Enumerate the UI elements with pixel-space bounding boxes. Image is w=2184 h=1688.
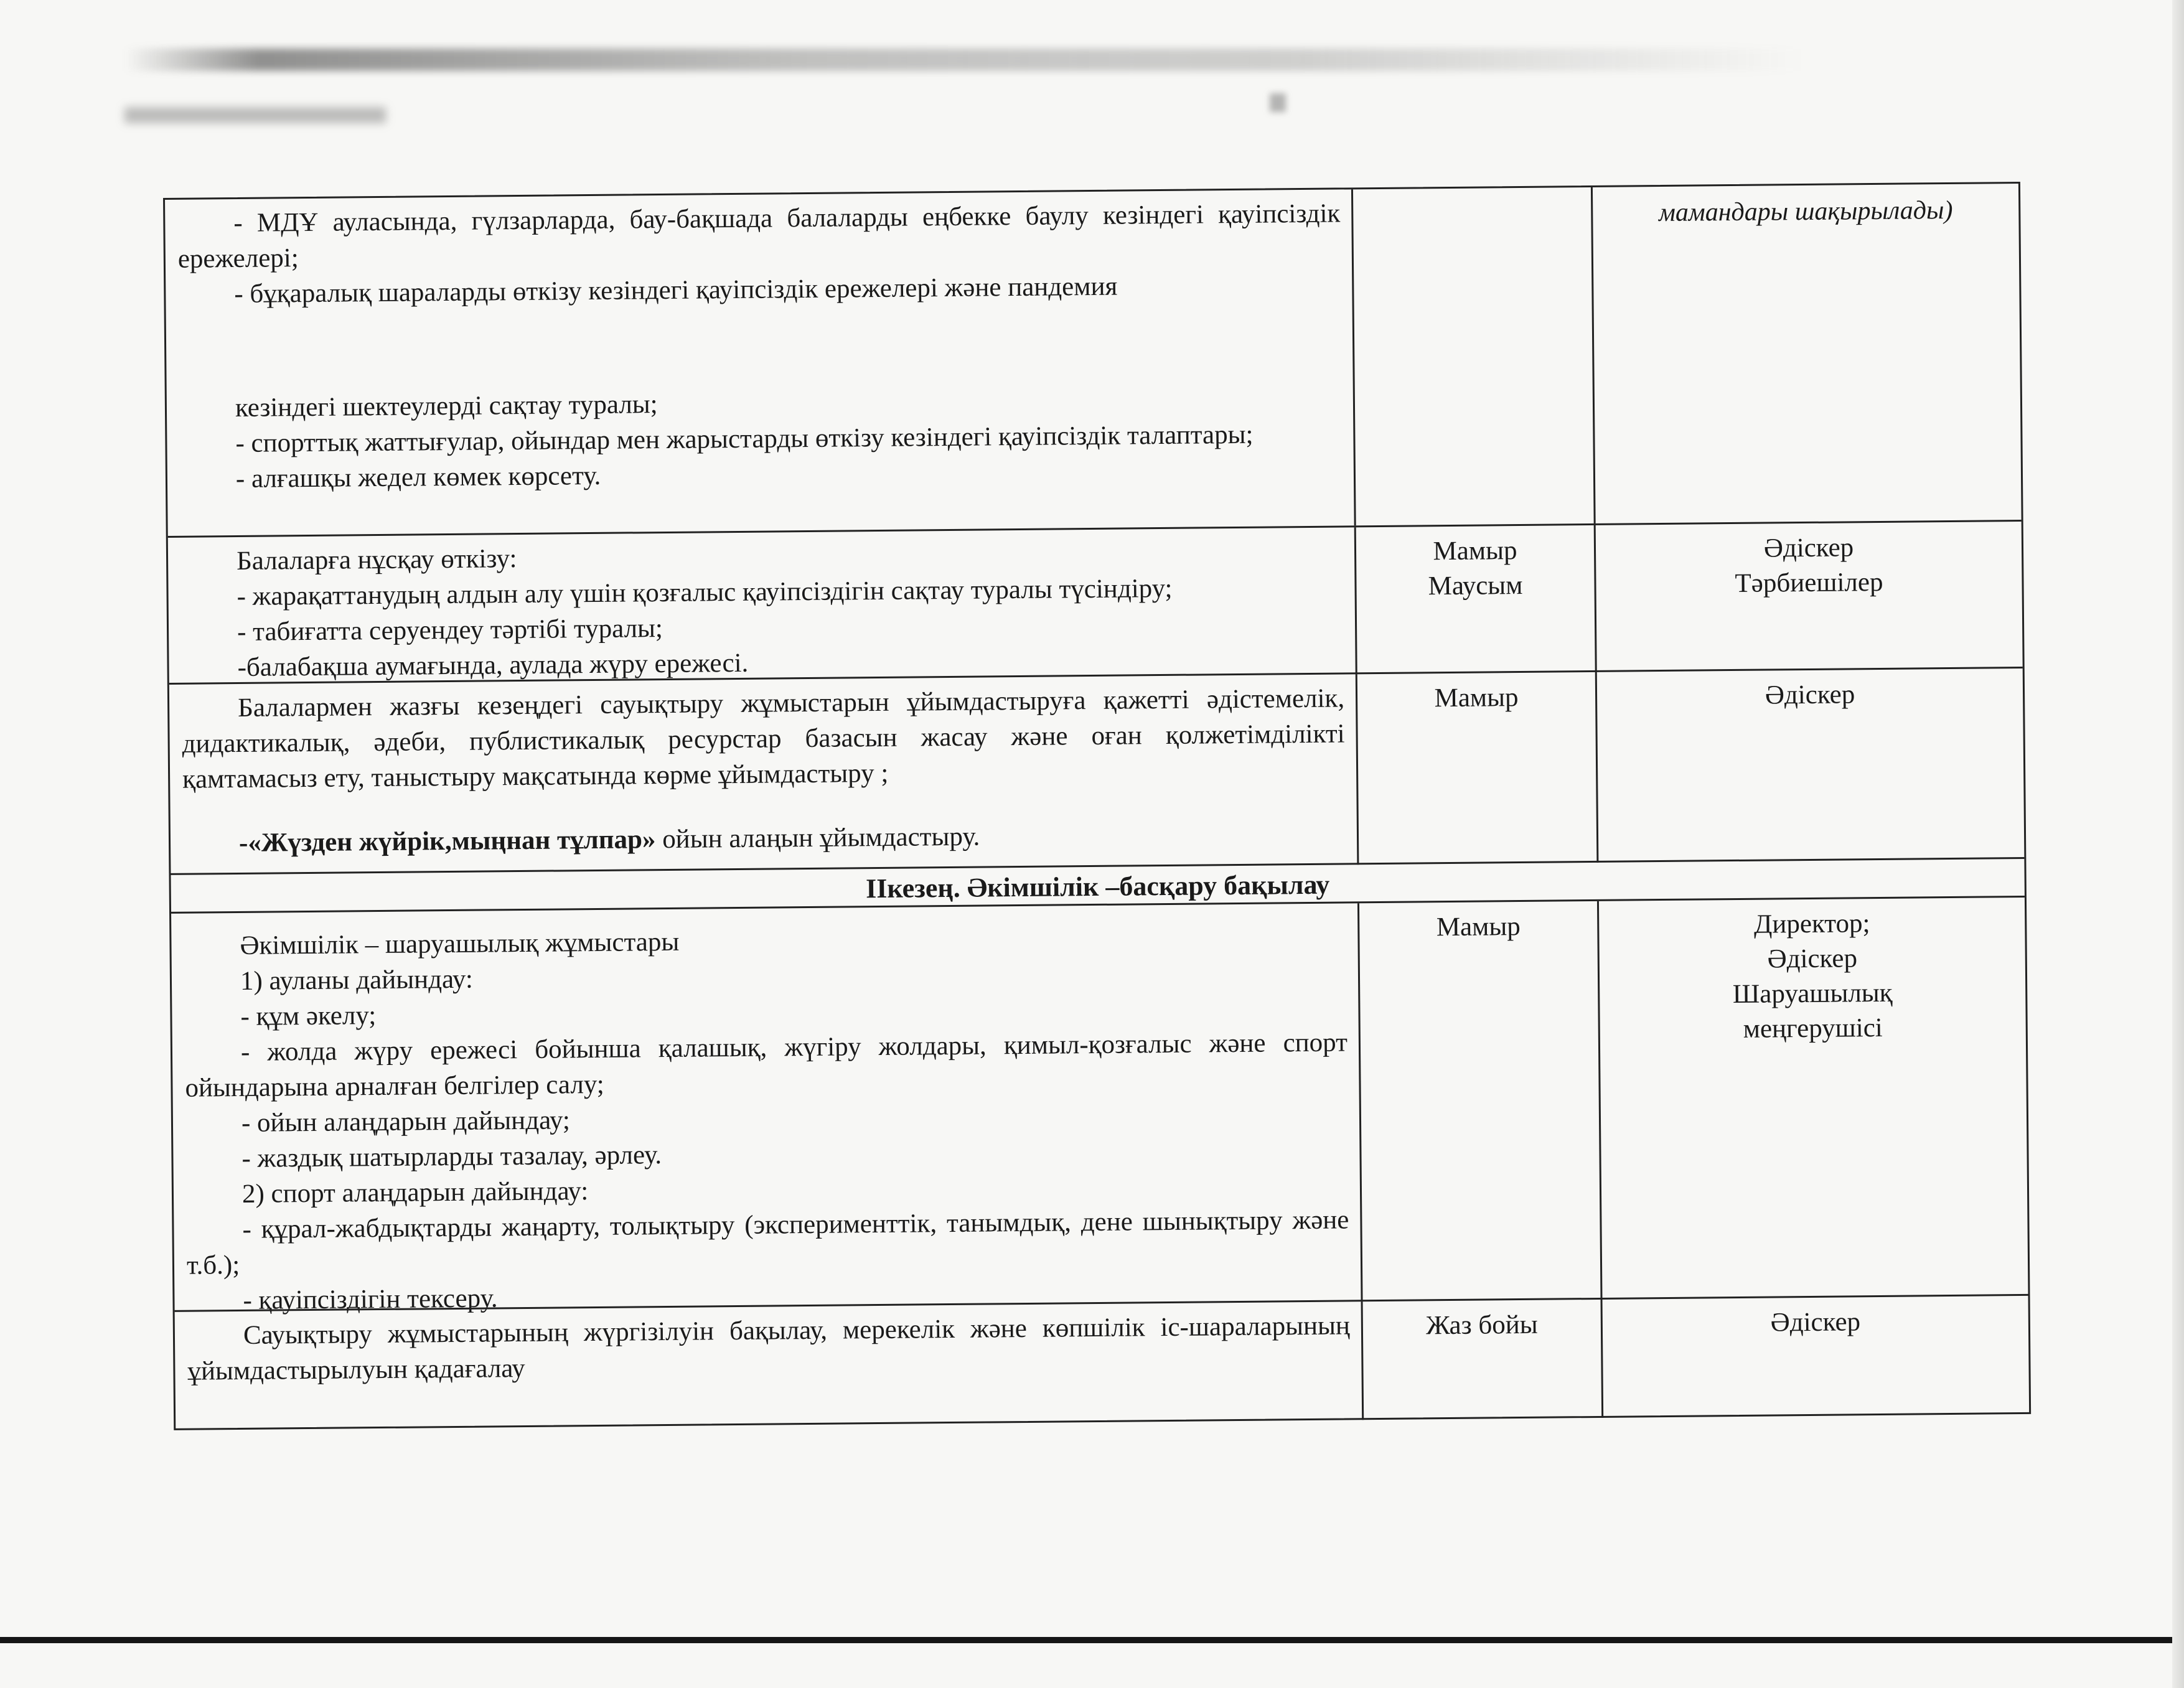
activity-line: - алғашқы жедел көмек көрсету. [235,461,601,494]
activity-line: - бұқаралық шараларды өткізу кезіндегі қауіпсіздік ережелері және пандемия [234,271,1118,309]
responsible-text: меңгерушісі [1743,1013,1883,1044]
term-text: Мамыр [1436,912,1521,942]
responsible-text: мамандары шақырылады) [1658,195,1953,228]
responsible-text: Әдіскер [1765,680,1855,710]
activity-line: - МДҰ ауласында, гүлзарларда, бау-бақшада балаларды еңбекке баулу кезіндегі қауіпсіздік ережелері; [177,199,1341,274]
responsible-text: Шаруашылық [1732,978,1893,1010]
activity-line: - жаздық шатырларды тазалау, әрлеу. [241,1140,662,1173]
scan-edge-right [2172,0,2184,1688]
term-text: Мамыр [1434,683,1519,713]
activity-line: - спорттық жаттығулар, ойындар мен жарыстарды өткізу кезіндегі қауіпсіздік талаптары; [235,420,1254,458]
table-row [175,1294,2030,1430]
scan-artifact-top [124,49,1805,71]
scan-edge-bottom [0,1637,2172,1643]
activity-cell [169,674,1359,875]
term-text: Мамыр [1433,536,1517,566]
term-cell [1356,525,1597,674]
activity-cell [171,903,1363,1315]
responsible-cell [1596,522,2023,672]
responsible-text: Директор; [1753,909,1870,939]
scan-artifact-mark [1270,93,1286,112]
activity-line: 1) ауланы дайындау: [240,964,474,996]
activity-line: - табиғатта серуендеу тәртібі туралы; [237,614,663,647]
activity-line: кезіндегі шектеулерді сақтау туралы; [235,390,658,423]
activity-line: - жолда жүру ережесі бойынша қалашық, жүгіру жолдары, қимыл-қозғалыс және спорт ойындарына арналған белгілер салу; [185,1028,1348,1103]
responsible-cell [1599,898,2028,1300]
term-cell [1363,1300,1604,1420]
responsible-cell [1597,668,2025,863]
term-text [1353,187,1591,197]
responsible-text: Тәрбиешілер [1735,567,1883,598]
table-row [169,667,2025,875]
activity-line: -балабақша аумағында, аулада жүру ережесі. [237,648,749,682]
activity-line: - жарақаттанудың алдын алу үшін қозғалыс қауіпсіздігін сақтау туралы түсіндіру; [237,573,1173,611]
activity-line: - құрал-жабдықтарды жаңарту, толықтыру (эксперименттік, танымдық, дене шынықтыру және т.б.); [186,1205,1349,1280]
activity-line: Әкімшілік – шаруашылық жұмыстары [240,927,680,960]
term-cell [1353,187,1596,525]
responsible-text: Әдіскер [1767,944,1858,974]
table-row [168,520,2023,685]
responsible-cell [1593,184,2022,523]
activity-line: Балаларға нұсқау өткізу: [236,544,517,576]
term-cell [1359,901,1603,1301]
table-row [171,896,2028,1315]
responsible-text: Әдіскер [1770,1307,1861,1338]
term-cell [1357,672,1599,865]
activity-cell [168,527,1357,685]
table-row [165,184,2022,536]
activity-paragraph: Сауықтыру жұмыстарының жүргізілуін бақылау, мерекелік және көпшілік іс-шараларының ұйымдастырылуын қадағалау [187,1311,1351,1386]
activity-line: 2) спорт алаңдарын дайындау: [241,1176,589,1209]
responsible-text: Әдіскер [1763,533,1854,563]
activity-highlight: -«Жүзден жүйрік,мыңнан тұлпар» [238,825,656,858]
activity-cell [175,1301,1364,1430]
activity-line: ойын алаңын ұйымдастыру. [655,822,980,855]
activity-line: - құм әкелу; [240,1001,377,1031]
term-text: Маусым [1428,570,1523,601]
activity-line: - қауіпсіздігін тексеру. [243,1283,498,1315]
plan-table [163,182,2031,1430]
activity-cell [165,189,1356,536]
scan-artifact-top-left [124,107,386,123]
stage-heading: IIкезең. Әкімшілік –басқару бақылау [865,869,1330,904]
term-text: Жаз бойы [1425,1310,1538,1341]
activity-line: - ойын алаңдарын дайындау; [241,1105,571,1138]
activity-paragraph: Балалармен жазғы кезеңдегі сауықтыру жұмыстарын ұйымдастыруға қажетті әдістемелік, дидактикалық, әдеби, публистикалық ресурстар базасын жасау және оған қолжетімділікті қамтамасыз ету, таныстыру мақсатында көрме ұйымдастыру ; [182,683,1345,794]
responsible-cell [1603,1296,2030,1418]
